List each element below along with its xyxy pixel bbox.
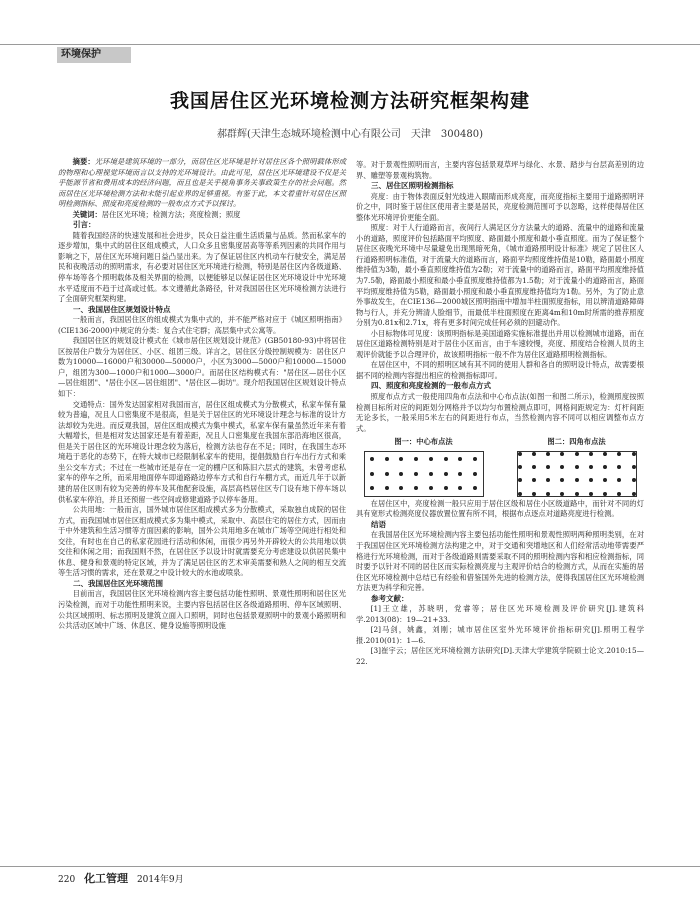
measuring-point: [518, 478, 522, 482]
measuring-point: [632, 492, 636, 496]
measuring-point: [458, 486, 462, 490]
measuring-point: [458, 457, 462, 461]
measuring-point: [444, 472, 448, 476]
measuring-point: [589, 452, 593, 456]
section3-paragraph-1: 亮度：由于物体表面反射光线进入眼睛而形成亮度，而亮度指标主要用于道路照明评价之中，同时鉴于居住区使用者主要是居民，亮度检测范围可予以忽略，这样使得居住区整体光环境评价更能全面。: [356, 191, 644, 222]
measuring-point: [632, 465, 636, 469]
continued-paragraph: 等。对于景观性照明而言，主要内容包括景观草坪与绿化、水景、踏步与台层高差别的边界、雕塑等景观构筑物。: [356, 160, 644, 180]
measuring-point: [589, 492, 593, 496]
measuring-point: [632, 452, 636, 456]
measuring-point: [473, 472, 477, 476]
measuring-point: [429, 457, 433, 461]
measuring-point: [414, 457, 418, 461]
measuring-point: [603, 452, 607, 456]
measuring-point: [589, 465, 593, 469]
figures: [356, 437, 644, 497]
reference-2: [2]马剑，姚鑫，刘刚；城市居住区室外光环境评价指标研究[J].照明工程学报.2010(01)：1—6.: [356, 625, 644, 645]
top-divider: [0, 44, 700, 45]
measuring-point: [546, 492, 550, 496]
section1-paragraph-2: 我国居住区的规划设计模式在《城市居住区规划设计规范》(GB50180-93)中将居住区按居住户数分为居住区、小区、组团三级。详言之，居住区分级控制规模为：居住区户数为10000—16000户和30000—50000户，小区为3000—5000户和10000—15000户，组团为300—1000户和1000—3000户。而居住区结构模式有："居住区—居住小区—居住组团"、"居住小区—居住组团"、"居住区—街坊"。现介绍我国居住区规划设计特点如下：: [58, 336, 346, 399]
measuring-point: [414, 472, 418, 476]
measuring-point: [575, 452, 579, 456]
measuring-point: [546, 465, 550, 469]
measuring-point: [560, 465, 564, 469]
figure-2-caption: 图二：四角布点法: [547, 437, 606, 447]
section3-paragraph-2: 照度：对于人行道路而言，夜间行人满足区分方法量大的道路、流量中的道路和流量小的道路，照度评价包括路面平均照度、路面最小照度和最小垂直照度。而为了保证整个居住区夜晚光环境中尽量避免出现黑暗死角，《城市道路照明设计标准》规定了居住区人行道路照明标准值，对于流量大的道路而言，路面平均照度维持值是10勒，路面最小照度维持值为3勒，最小垂直照度维持值为2勒；对于流量中的道路而言，路面平均照度维持值为7.5勒，路面最小照度和最小垂直照度维持值都为1.5勒；对于流量小的道路而言，路面平均照度维持值为5勒，路面最小照度和最小垂直照度维持值均为1勒。另外，为了防止意外事故发生，在CIE136—2000城区照明指南中增加半柱面照度指标，用以辨清道路障碍物与行人，并充分辨清人脸细节，而最低半柱面照度在距离4m和10m时所需的推荐照度分别为0.81x和2.71x，将有更多时间完成任何必须的回避动作。: [356, 223, 644, 328]
abstract: [58, 157, 346, 210]
article-title: 我国居住区光环境检测方法研究框架构建: [169, 90, 530, 112]
author-line: 郝群辉(天津生态城环境检测中心有限公司 天津 300480): [217, 129, 483, 140]
reference-1: [1]王立雄，苏晓明，党睿等；居住区光环境检测及评价研究[J].建筑科学.2013(08)：19—21+33.: [356, 604, 644, 624]
abstract-label: 摘要：: [72, 157, 95, 166]
measuring-point: [617, 478, 621, 482]
measuring-point: [603, 478, 607, 482]
measuring-point: [532, 465, 536, 469]
keywords: [58, 210, 346, 221]
section3-paragraph-3: 小目标物体可见度：该照明指标是美国道路实施标准提出并用以检测城市道路，而在居住区道路检测特别是对于居住小区而言，由于车速较慢，亮度、照度结合检测人员的主观评价就能予以合理评价，故该照明指标一般不作为居住区道路照明检测指标。: [356, 328, 644, 359]
measuring-point: [473, 486, 477, 490]
figure-1: [356, 437, 491, 497]
conclusion-paragraph: 在我国居住区光环境检测内容主要包括功能性照明和景观性照明两种照明类别，在对于我国居住区光环境检测方法构建之中，对于交通和突增地区和人们经常活动地带需要严格进行光环境检测，而对于各级道路则需要采取不同的照明检测内容和相应检测指标，同时要予以针对不同的居住区而实际检测亮度与主观评价结合的检测方式，从而在实施的居住区光环境检测中总结已有经验和借鉴国外先进的检测方法，使得我国居住区光环境检测方法更为科学和完善。: [356, 530, 644, 593]
section4-paragraph-1: 照度布点方式一般使用四角布点法和中心布点法(如图一和图二所示)，检测照度按照检测目标所对应的间距划分网格并予以均匀布置检测点即可，网格间距规定为：灯杆间距无论多长，一般采用5米左右的间距进行布点，当然检测内容不同可以相应调整布点方式。: [356, 392, 644, 433]
measuring-point: [414, 486, 418, 490]
measuring-point: [518, 452, 522, 456]
measuring-point: [546, 452, 550, 456]
reference-3: [3]崔宇云；居住区光环境检测方法研究[D].天津大学建筑学院硕士论文.2010:15—22.: [356, 646, 644, 666]
issue-date: 2014年9月: [136, 875, 184, 885]
measuring-point: [370, 472, 374, 476]
measuring-point: [370, 457, 374, 461]
page-number: 220: [58, 875, 76, 885]
measuring-point: [603, 465, 607, 469]
section1-heading: 一、我国居住区规划设计特点: [73, 304, 171, 314]
abstract-text: 光环境是建筑环境的一部分，而居住区光环境是针对居住区各个照明载体形成的物理和心理视觉环境而言以支持的光环境设计。由此可见，居住区光环境建设不仅是关乎能源节省和费用成本的经济问题，而且也是关乎视角事务关事政策生存的社会问题。然而居住区光环境检测方法和未能引起业界的足够重视。有鉴于此，本文着重针对居住区照明检测指标、照度和亮度检测的一般布点方式予以探讨。: [58, 157, 347, 209]
section2-paragraph-1: 目前而言，我国居住区光环境检测内容主要包括功能性照明、景观性照明和居住区光污染检测，而对于功能性照明来说，主要内容包括居住区各级道路照明、停车区域照明、公共区域照明、标志照明及建筑立面入口照明，同时也包括景观照明中的景观小路照明和公共活动区域中广场、休息区、健身设施等照明设施: [58, 589, 346, 631]
section1-paragraph-3: 交通特点：国外发达国家相对我国而言，居住区组成模式为分散模式，私家车保有量较为普遍，况且人口密集度不是很高，但是关于居住区的光环境设计理念与标准的设计方法却较为先进。而反观我国，居住区组成模式为集中模式，私家车保有量虽然近年来有着大幅增长，但是相对发达国家还是有着差距，况且人口密集度在我国东部沿海地区很高，但是关于居住区的光环境设计理念较为落后，检测方法也存在不足；同时，在我国生态环境趋于恶化的态势下，在特大城市已经限制私家车的使用，提倡鼓励自行车出行方式和乘坐公交车方式；不过在一些城市还是存在一定的棚户区和陈旧六层式的建筑，未曾考虑私家车的停车之所，而采用地面停车即道路路边停车方式和自行车棚方式，而近几年于以新建的居住区则有较为完善的停车及其他配套设施，高层高档居住区专门设有地下停车场以供私家车停泊，并且还预留一些空间或修建道路予以停车备用。: [58, 399, 346, 504]
left-column: [58, 157, 346, 632]
measuring-point: [617, 452, 621, 456]
section3-heading: 三、居住区照明检测指标: [371, 181, 454, 191]
keywords-text: 居住区光环境；检测方法；亮度检测；照度: [101, 209, 241, 219]
measuring-point: [458, 472, 462, 476]
measuring-point: [575, 492, 579, 496]
keywords-label: 关键词：: [72, 209, 102, 219]
measuring-point: [385, 457, 389, 461]
measuring-point: [399, 486, 403, 490]
bottom-divider: [0, 866, 700, 867]
measuring-point: [617, 492, 621, 496]
page-footer: [58, 870, 184, 886]
measuring-point: [575, 478, 579, 482]
measuring-point: [589, 478, 593, 482]
measuring-point: [560, 478, 564, 482]
figure-2-grid: [517, 451, 637, 497]
intro-paragraph: 随着我国经济的快速发展和社会进步，民众日益注重生活质量与品质。然而私家车的逐步增加，集中式的居住区组成模式，人口众多且密集度居高等等系列因素的共同作用与影响之下，居住区光环境问题日益凸显出来。为了保证居住区内机动车行驶安全，满足居民和夜晚活动的照明需求，有必要对居住区光环境进行检测，特别是居住区内各级道路、停车场等各个照明载体及相关界面的检测，以便能够足以保证居住区光环境设计中光环境水平适度而不趋于过高或过低。本文遵循此条路径，针对我国居住区光环境检测方法进行了全面研究框架构建。: [58, 230, 346, 304]
section4-heading: 四、照度和亮度检测的一般布点方式: [371, 381, 491, 391]
measuring-point: [546, 478, 550, 482]
measuring-point: [617, 465, 621, 469]
section4-paragraph-2: 在居住区中，亮度检测一般只应用于居住区级和居住小区级道路中，而针对不同的灯具有宽形式检测亮度仪器放置位置有所不同，根据布点逐点对道路亮度进行检测。: [356, 498, 644, 519]
measuring-point: [444, 486, 448, 490]
section1-paragraph-1: 一般而言，我国居住区的组成模式为集中式的，并不能严格对应于《城区照明指南》(CIE136-2000)中规定的分类：复合式住宅群；高层集中式公寓等。: [58, 315, 346, 335]
measuring-point: [603, 492, 607, 496]
conclusion-heading: 结语: [371, 519, 386, 529]
measuring-point: [399, 472, 403, 476]
measuring-point: [385, 486, 389, 490]
measuring-point: [370, 486, 374, 490]
measuring-point: [560, 452, 564, 456]
measuring-point: [399, 457, 403, 461]
measuring-point: [473, 457, 477, 461]
measuring-point: [429, 486, 433, 490]
references-heading: 参考文献：: [371, 593, 409, 603]
measuring-point: [518, 465, 522, 469]
figure-2: [509, 437, 644, 497]
measuring-point: [444, 457, 448, 461]
measuring-point: [532, 478, 536, 482]
measuring-point: [575, 465, 579, 469]
measuring-point: [560, 492, 564, 496]
section3-paragraph-4: 在居住区中，不同的照明区域有其不同的使用人群和各自的照明设计特点，故需要根据不同的检测内容提出相应的检测指标即可。: [356, 360, 644, 380]
section2-heading: 二、我国居住区光环境范围: [73, 578, 163, 588]
figure-1-grid: [364, 451, 484, 497]
journal-name: 化工管理: [84, 872, 129, 885]
measuring-point: [385, 472, 389, 476]
section1-paragraph-4: 公共用地：一般而言，国外城市居住区组成模式多为分散模式，采取独自成院的居住方式，而我国城市居住区组成模式多为集中模式，采取中、高层住宅的居住方式，因而由于中外建筑和生活习惯等方面因素的影响，国外公共用地多在城市广场等空间进行相处和交往，有时也在自己的私家花园进行活动和休闲，而很少再另外开辟较大的公共用地以供交往和休闲之用；而我国则不然，在居住区予以设计时就需要充分考虑建设以供居民集中休息、健身和景观的特定区域，并为了满足居住区的艺术审美需要和熟人之间的相互交流等生活习惯的需求，还在景观之中设计较大的水池或喷泉。: [58, 505, 346, 578]
figure-1-caption: 图一：中心布点法: [394, 437, 453, 447]
measuring-point: [632, 478, 636, 482]
section-tag: 环境保护: [57, 47, 131, 63]
measuring-point: [518, 492, 522, 496]
measuring-point: [532, 452, 536, 456]
measuring-point: [429, 472, 433, 476]
measuring-point: [532, 492, 536, 496]
right-column: [356, 160, 644, 668]
intro-heading: 引言：: [73, 220, 96, 230]
